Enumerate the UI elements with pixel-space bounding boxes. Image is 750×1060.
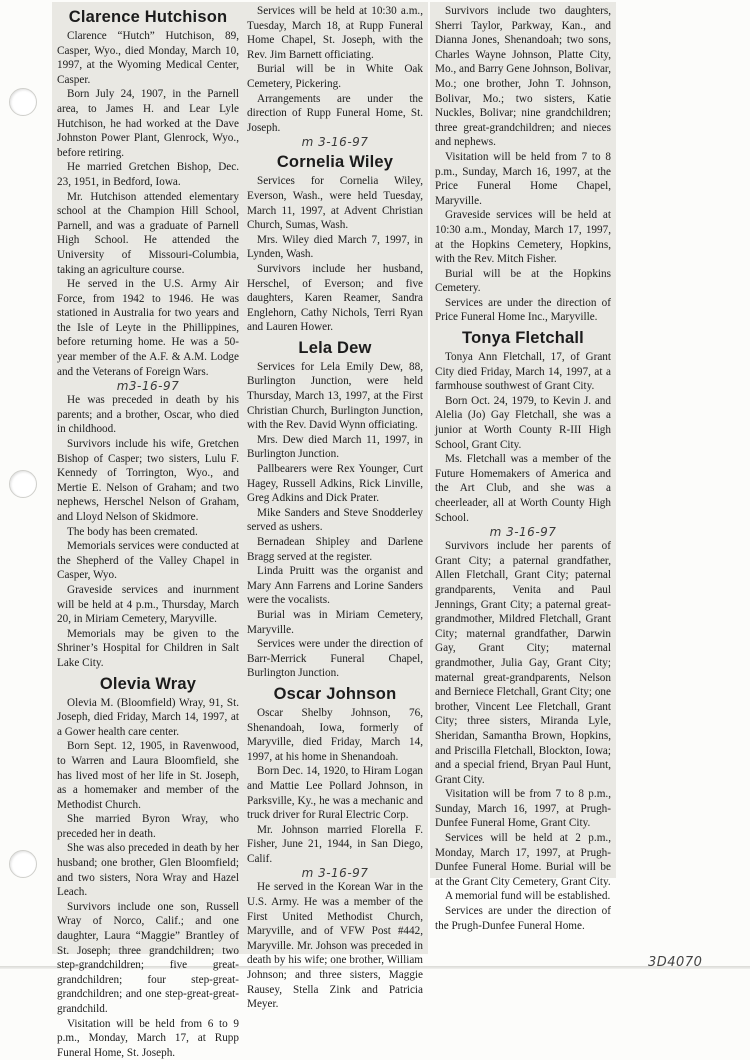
paragraph: Mrs. Dew died March 11, 1997, in Burlington Junction. (247, 433, 423, 461)
paragraph: Olevia M. (Bloomfield) Wray, 91, St. Joseph, died Friday, March 14, 1997, at a Gower health care center. (57, 696, 239, 738)
handwritten-note: m 3-16-97 (301, 866, 369, 881)
paragraph: Visitation will be held from 7 to 8 p.m., Sunday, March 16, 1997, at the Price Funeral Home Chapel, Maryville. (435, 150, 611, 207)
obituary-name: Cornelia Wiley (276, 153, 394, 172)
paragraph: Services for Cornelia Wiley, Everson, Wash., were held Tuesday, March 11, 1997, at Advent Christian Church, Sumas, Wash. (247, 175, 423, 232)
paragraph: Born Oct. 24, 1979, to Kevin J. and Alelia (Jo) Gay Fletchall, she was a junior at Worth County R-III High School, Grant City. (435, 394, 611, 451)
paragraph: Pallbearers were Rex Younger, Curt Hagey, Russell Adkins, Rick Linville, Greg Adkins and Dick Prater. (247, 463, 423, 505)
paragraph: He served in the Korean War in the U.S. Army. He was a member of the First United Methodist Church, Maryville, and of VFW Post #442, Maryville. Mr. Johson was preceded in death by his wife; one brother, William Johnson; and three sisters, Maggie Rausey, Stella Zink and Patricia Meyer. (247, 881, 423, 1011)
paragraph: Services were under the direction of Barr-Merrick Funeral Chapel, Burlington Junction. (247, 638, 423, 680)
paragraph: Services will be held at 2 p.m., Monday, March 17, 1997, at Prugh-Dunfee Funeral Home. Burial will be at the Grant City Cemetery, Grant City. (435, 832, 611, 888)
paragraph: Survivors include her parents of Grant City; a paternal grandfather, Allen Fletchall, Grant City; paternal grandparents, Venita and Paul Jennings, Grant City; a paternal great-grandmother, Mildred Fletchall, Grant City; maternal grandfather, Darwin Gay, Grant City; maternal grandmother, Julia Gay, Grant City; maternal great-grandparents, Nelson and Berniece Fletchall, Grant City; one brother, Vincent Lee Fletchall, Grant City; three sisters, Miranda Lyle, Sheridan, Samantha Brown, Hopkins, and Priscilla Fletchall, Blockton, Iowa; and a special friend, Bryan Paul Hunt, Grant City. (435, 540, 611, 786)
paragraph: Oscar Shelby Johnson, 76, Shenandoah, Iowa, formerly of Maryville, died Friday, March 14, 1997, at his home in Shenandoah. (247, 706, 423, 763)
paragraph: Graveside services and inurnment will be held at 4 p.m., Thursday, March 20, in Miriam Cemetery, Maryville. (57, 583, 239, 626)
paragraph: Burial will be at the Hopkins Cemetery. (435, 267, 611, 295)
paragraph: Graveside services will be held at 10:30 a.m., Monday, March 17, 1997, at the Hopkins Cemetery, Hopkins, with the Rev. Mitch Fisher. (435, 209, 611, 266)
paragraph: Born Dec. 14, 1920, to Hiram Logan and Mattie Lee Pollard Johnson, in Parksville, Ky., he was a mechanic and truck driver for Rural Electric Corp. (247, 765, 423, 822)
paragraph: A memorial fund will be established. (445, 890, 611, 903)
paragraph: Services will be held at 10:30 a.m., Tuesday, March 18, at Rupp Funeral Home Chapel, St. Joseph, with the Rev. Jim Barnett officiating. (247, 5, 423, 61)
handwritten-note: m 3-16-97 (301, 135, 369, 150)
punch-hole-bottom (9, 850, 37, 878)
paragraph: Survivors include his wife, Gretchen Bishop of Casper; two sisters, Lulu F. Kennedy of Torrington, Wyo., and Mertie E. Nelson of Graham; and two nephews, Herschel Nelson of Graham, and Lloyd Nelson of Skidmore. (57, 438, 239, 523)
paragraph: Burial was in Miriam Cemetery, Maryville. (247, 608, 423, 636)
clipping-right (430, 2, 616, 932)
paragraph: Mr. Hutchison attended elementary school at the Champion Hill School, Parnell, and was a graduate of Parnell High School. He attended the University of Missouri-Columbia, taking an agriculture course. (57, 190, 239, 276)
column-3 (432, 2, 614, 932)
paragraph: Mike Sanders and Steve Snodderley served as ushers. (247, 506, 423, 534)
paragraph: Bernadean Shipley and Darlene Bragg served at the register. (247, 536, 423, 563)
paragraph: Survivors include one son, Russell Wray of Norco, Calif.; and one daughter, Laura “Maggie” Brantley of St. Joseph; three grandchildren; two step-grandchildren; five great-grandchildren; four step-great-grandchildren; and one step-great-great-grandchild. (57, 900, 239, 1015)
paragraph: The body has been cremated. (67, 525, 198, 538)
paragraph: Survivors include two daughters, Sherri Taylor, Parkway, Kan., and Dianna Jones, Shenandoah; two sons, Charles Wayne Johnson, Platte City, Mo., and Barry Gene Johnson, Bolivar, Mo.; one brother, John T. Johnson, Bolivar, Mo.; two sisters, Katie Nuckles, Bolivar; nine grandchildren; three great-grandchildren; and nieces and nephews. (435, 5, 611, 149)
paragraph: Born Sept. 12, 1905, in Ravenwood, to Warren and Laura Bloomfield, she has lived most of her life in St. Joseph, as a homemaker and member of the Methodist Church. (57, 740, 239, 811)
paragraph: She was also preceded in death by her husband; one brother, Glen Bloomfield; and two sisters, Nora Wray and Hazel Leach. (57, 842, 239, 899)
handwritten-archive-code: 3D4070 (648, 955, 703, 970)
paragraph: Services are under the direction of Price Funeral Home Inc., Maryville. (435, 296, 611, 324)
paragraph: Services are under the direction of the Prugh-Dunfee Funeral Home. (435, 905, 611, 932)
paragraph: Survivors include her husband, Herschel, of Everson; and five daughters, Karen Reamer, Sandra Englehorn, Cathy Nichols, Terri Ryan and Lauren Hower. (247, 262, 423, 334)
paragraph: Arrangements are under the direction of Rupp Funeral Home, St. Joseph. (247, 92, 423, 134)
paragraph: Memorials may be given to the Shriner’s Hospital for Children in Salt Lake City. (57, 627, 239, 669)
obituary-name: Clarence Hutchison (68, 8, 228, 26)
obituary-olevia-wray (57, 675, 239, 1060)
paragraph: Born July 24, 1907, in the Parnell area, to James H. and Lear Lyle Hutchison, he had worked at the Dave Johnston Power Plant, Glenrock, Wyo., before retiring. (57, 88, 239, 159)
paragraph: Ms. Fletchall was a member of the Future Homemakers of America and the Art Club, and she was a cheerleader, all at Worth County High School. (435, 453, 611, 524)
punch-hole-top (9, 88, 37, 116)
paragraph: He was preceded in death by his parents; and a brother, Oscar, who died in childhood. (57, 394, 239, 436)
paragraph: Mr. Johnson married Florella F. Fisher, June 21, 1944, in San Diego, Calif. (247, 823, 423, 865)
obituary-name: Tonya Fletchall (462, 329, 584, 348)
obituary-lela-dew (247, 339, 423, 681)
handwritten-note: m 3-16-97 (489, 525, 557, 540)
paragraph: Tonya Ann Fletchall, 17, of Grant City died Friday, March 14, 1997, at a farmhouse southwest of Grant City. (435, 351, 611, 393)
paragraph: He married Gretchen Bishop, Dec. 23, 1951, in Bedford, Iowa. (57, 161, 239, 188)
obituary-tonya-fletchall (435, 329, 611, 933)
paragraph: Services for Lela Emily Dew, 88, Burlington Junction, were held Thursday, March 13, 1997, at the First Christian Church, Burlington Junction, with the Rev. David Wynn officiating. (247, 360, 423, 432)
paragraph: Burial will be in White Oak Cemetery, Pickering. (247, 63, 423, 90)
paragraph: Linda Pruitt was the organist and Mary Ann Farrens and Lorine Sanders were the vocalists. (247, 565, 423, 607)
paragraph: Mrs. Wiley died March 7, 1997, in Lynden, Wash. (247, 233, 423, 261)
obituary-oscar-johnson (247, 685, 423, 1012)
clipping-left (52, 2, 428, 1059)
paragraph: Memorials services were conducted at the Shepherd of the Valley Chapel in Casper, Wyo. (57, 540, 239, 582)
obituary-name: Oscar Johnson (273, 684, 397, 703)
column-1 (54, 2, 242, 1059)
paragraph: Visitation will be from 7 to 8 p.m., Sunday, March 16, 1997, at Prugh-Dunfee Funeral Home, Grant City. (435, 788, 611, 830)
obituary-name: Lela Dew (298, 338, 372, 357)
paragraph: Clarence “Hutch” Hutchison, 89, Casper, Wyo., died Monday, March 10, 1997, at the Wyoming Medical Center, Casper. (57, 30, 239, 86)
obituary-clarence-hutchison (57, 8, 239, 671)
obituary-name: Olevia Wray (99, 674, 197, 693)
obituary-cornelia-wiley (247, 153, 423, 335)
paragraph: Visitation will be held from 6 to 9 p.m., Monday, March 17, at Rupp Funeral Home, St. Joseph. (57, 1017, 239, 1059)
column-2 (244, 2, 426, 1011)
paragraph: She married Byron Wray, who preceded her in death. (57, 813, 239, 840)
handwritten-note: m3-16-97 (116, 379, 180, 394)
punch-hole-middle (9, 470, 37, 498)
paragraph: He served in the U.S. Army Air Force, from 1942 to 1946. He was stationed in Australia for two years and the Isle of Leyte in the Phillippines, before returning home. He was a 50-year member of the A.F. & A.M. Lodge and the Veterans of Foreign Wars. (57, 278, 239, 378)
